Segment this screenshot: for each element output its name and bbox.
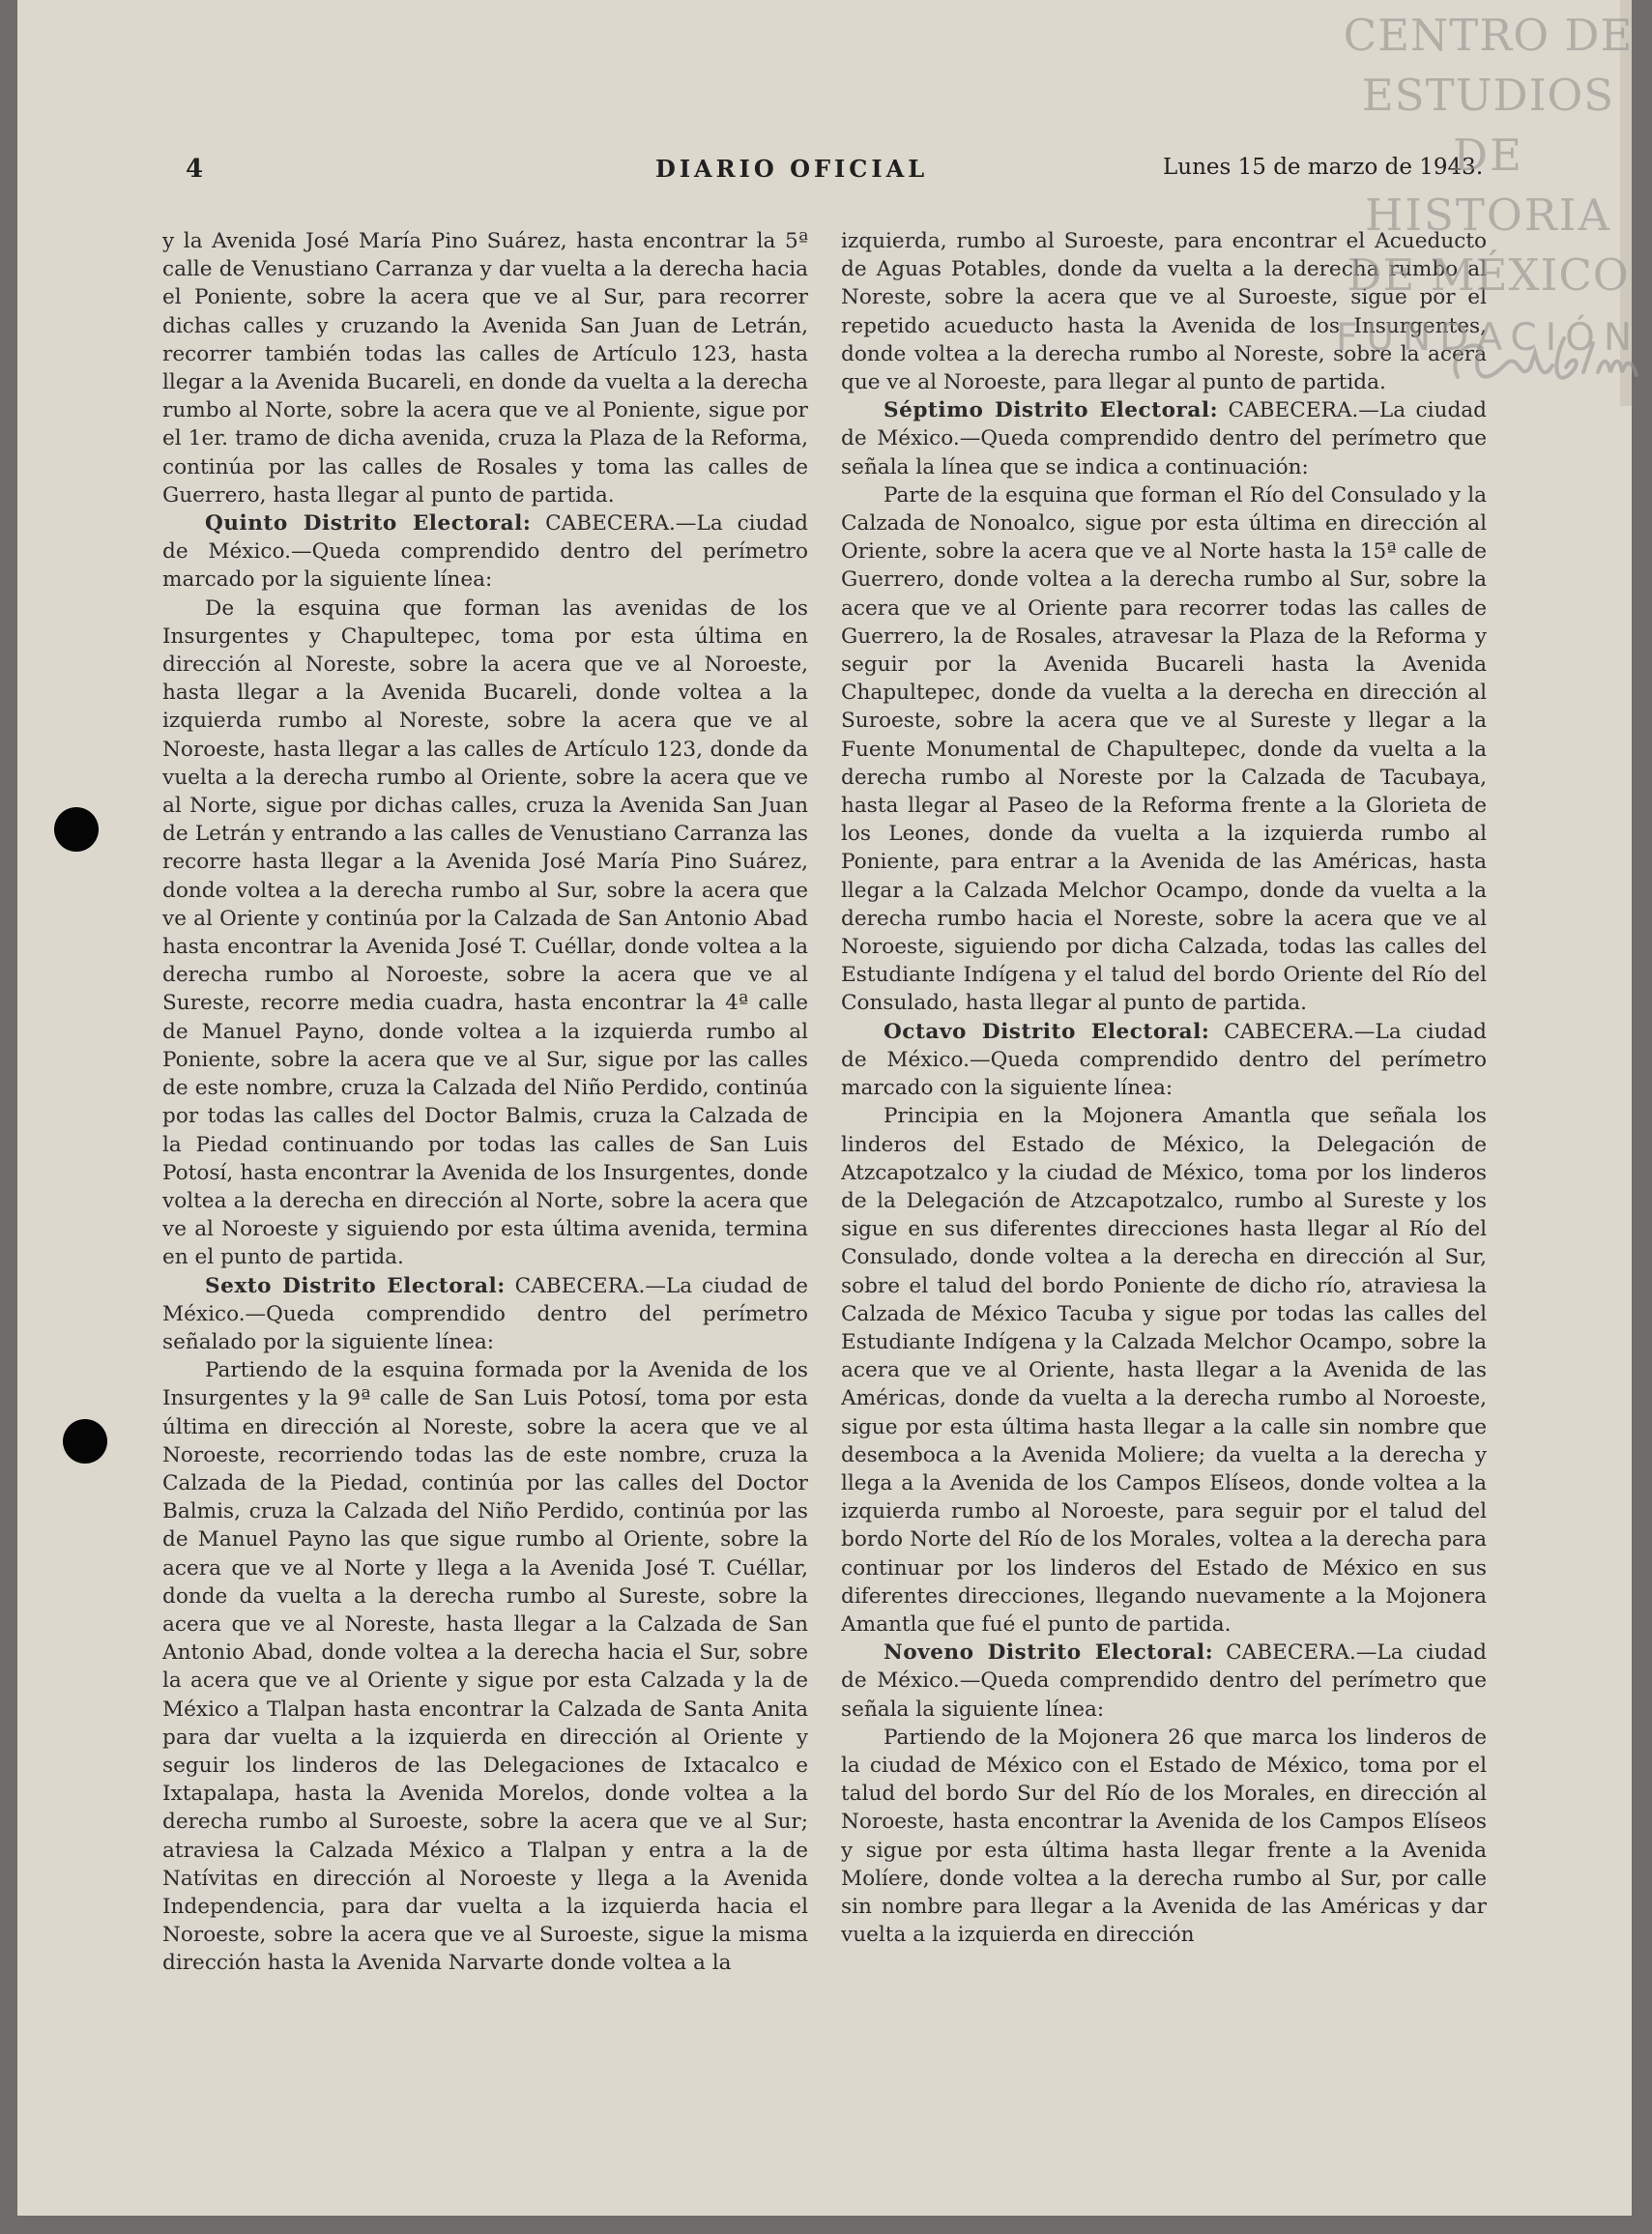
paragraph-text: Partiendo de la esquina formada por la Avenida de los Insurgentes y la 9ª calle de San Luis Potosí, toma por esta última en dirección al Noreste, sobre la acera que ve al Noroeste, recorriendo todas las de este nombre, cruza la Calzada de la Piedad, continúa por las calles del Doctor Balmis, cruza la Calzada del Niño Perdido, continúa por las de Manuel Payno las que sigue rumbo al Oriente, sobre la acera que ve al Norte y llega a la Avenida José T. Cuéllar, donde da vuelta a la derecha rumbo al Sureste, sobre la acera que ve al Noreste, hasta llegar a la Calzada de San Antonio Abad, donde voltea a la derecha hacia el Sur, sobre la acera que ve al Oriente y sigue por esta Calzada y la de México a Tlalpan hasta encontrar la Calzada de Santa Anita para dar vuelta a la izquierda en dirección al Oriente y seguir los linderos de las Delegaciones de Ixtacalco e Ixtapalapa, hasta la Avenida Morelos, donde voltea a la derecha rumbo al Suroeste, sobre la acera que ve al Sur; atraviesa la Calzada México a Tlalpan y entra a la de Natívitas en dirección al Noroeste y llega a la Avenida Independencia, para dar vuelta a la izquierda hacia el Noroeste, sobre la acera que ve al Suroeste, sigue la misma dirección hasta la Avenida Narvarte donde voltea a la	[162, 1358, 808, 1976]
watermark-line: DE HISTORIA	[1365, 130, 1611, 241]
district-text: CABECERA.—La ciudad de México.—Queda comprendido dentro del perímetro que señala la línea que se indica a continuación:	[841, 398, 1487, 479]
district-label: Séptimo Distrito Electoral:	[884, 398, 1219, 423]
paragraph	[162, 595, 808, 1272]
district-label: Octavo Distrito Electoral:	[884, 1019, 1210, 1044]
district-heading	[841, 1639, 1487, 1724]
district-text: CABECERA.—La ciudad de México.—Queda comprendido dentro del perímetro marcado por la siguiente línea:	[162, 511, 808, 593]
signature-mark	[1438, 319, 1649, 406]
paragraph-text: izquierda, rumbo al Suroeste, para encontrar el Acueducto de Aguas Potables, donde da vuelta a la derecha rumbo al Noreste, sobre la acera que ve al Suroeste, sigue por el repetido acueducto hasta la Avenida de los Insurgentes, donde voltea a la derecha rumbo al Noreste, sobre la acera que ve al Noroeste, para llegar al punto de partida.	[841, 229, 1487, 395]
district-heading	[162, 1272, 808, 1357]
district-text: CABECERA.—La ciudad de México.—Queda comprendido dentro del perímetro señalado por la siguiente línea:	[162, 1273, 808, 1354]
issue-date: Lunes 15 de marzo de 1943.	[1163, 155, 1484, 180]
punch-hole	[54, 807, 99, 852]
paragraph-text: y la Avenida José María Pino Suárez, hasta encontrar la 5ª calle de Venustiano Carranza y dar vuelta a la derecha hacia el Poniente, sobre la acera que ve al Sur, para recorrer dichas calles y cruzando la Avenida San Juan de Letrán, recorrer también todas las calles de Artículo 123, hasta llegar a la Avenida Bucareli, en donde da vuelta a la derecha rumbo al Norte, sobre la acera que ve al Poniente, sigue por el 1er. tramo de dicha avenida, cruza la Plaza de la Reforma, continúa por las calles de Rosales y toma las calles de Guerrero, hasta llegar al punto de partida.	[162, 229, 808, 508]
paragraph-text: Parte de la esquina que forman el Río del Consulado y la Calzada de Nonoalco, sigue por esta última en dirección al Oriente, sobre la acera que ve al Norte hasta la 15ª calle de Guerrero, donde voltea a la derecha rumbo al Sur, sobre la acera que ve al Oriente para recorrer todas las calles de Guerrero, la de Rosales, atravesar la Plaza de la Reforma y seguir por la Avenida Bucareli hasta la Avenida Chapultepec, donde da vuelta a la derecha en dirección al Suroeste, sobre la acera que ve al Sureste y llegar a la Fuente Monumental de Chapultepec, donde da vuelta a la derecha rumbo al Noreste por la Calzada de Tacubaya, hasta llegar al Paseo de la Reforma frente a la Glorieta de los Leones, donde da vuelta a la izquierda rumbo al Poniente, para entrar a la Avenida de las Américas, hasta llegar a la Calzada Melchor Ocampo, donde da vuelta a la derecha rumbo hacia el Noreste, sobre la acera que ve al Noroeste, siguiendo por dicha Calzada, todas las calles del Estudiante Indígena y el talud del bordo Oriente del Río del Consulado, hasta llegar al punto de partida.	[841, 482, 1487, 1016]
district-label: Quinto Distrito Electoral:	[205, 511, 532, 537]
paragraph	[841, 1724, 1487, 1950]
paragraph-text: Partiendo de la Mojonera 26 que marca los linderos de la ciudad de México con el Estado de México, toma por el talud del bordo Sur del Río de los Morales, en dirección al Noroeste, hasta encontrar la Avenida de los Campos Elíseos y sigue por esta última hasta llegar frente a la Avenida Molíere, donde voltea a la derecha rumbo al Sur, por calle sin nombre para llegar a la Avenida de las Américas y dar vuelta a la izquierda en dirección	[841, 1725, 1487, 1948]
paragraph	[162, 1356, 808, 1977]
left-column	[162, 227, 808, 2045]
watermark-line: ESTUDIOS	[1361, 70, 1615, 121]
archive-watermark	[1324, 0, 1652, 411]
watermark-line: CENTRO DE	[1343, 10, 1634, 61]
right-column	[841, 227, 1487, 2045]
district-heading	[841, 1018, 1487, 1103]
district-label: Noveno Distrito Electoral:	[884, 1640, 1214, 1666]
page-number: 4	[186, 155, 204, 184]
paragraph	[841, 481, 1487, 1018]
punch-hole	[63, 1419, 107, 1464]
watermark-line: DE MÉXICO	[1347, 249, 1630, 301]
paragraph-text: Principia en la Mojonera Amantla que señala los linderos del Estado de México, la Delegación de Atzcapotzalco y la ciudad de México, toma por los linderos de la Delegación de Atzcapotzalco, rumbo al Sureste y los sigue en sus diferentes direcciones hasta llegar al Río del Consulado, donde voltea a la derecha en dirección al Sur, sobre el talud del bordo Poniente de dicho río, atraviesa la Calzada de México Tacuba y sigue por todas las calles del Estudiante Indígena y la Calzada Melchor Ocampo, sobre la acera que ve al Oriente, hasta llegar a la Avenida de las Américas, donde da vuelta a la derecha rumbo al Noroeste, sigue por esta última hasta llegar a la calle sin nombre que desemboca a la Avenida Moliere; da vuelta a la derecha y llega a la Avenida de los Campos Elíseos, donde voltea a la izquierda rumbo al Noroeste, para seguir por el talud del bordo Norte del Río de los Morales, voltea a la derecha para continuar por los linderos del Estado de México en sus diferentes direcciones, llegando nuevamente a la Mojonera Amantla que fué el punto de partida.	[841, 1104, 1487, 1637]
district-text: CABECERA.—La ciudad de México.—Queda comprendido dentro del perímetro que señala la siguiente línea:	[841, 1640, 1487, 1722]
district-heading	[162, 509, 808, 595]
district-label: Sexto Distrito Electoral:	[205, 1273, 506, 1298]
watermark-foundation: FUNDACIÓN	[1335, 316, 1641, 360]
district-text: CABECERA.—La ciudad de México.—Queda comprendido dentro del perímetro marcado con la siguiente línea:	[841, 1019, 1487, 1101]
paragraph-text: De la esquina que forman las avenidas de los Insurgentes y Chapultepec, toma por esta última en dirección al Noreste, sobre la acera que ve al Noroeste, hasta llegar a la Avenida Bucareli, donde voltea a la izquierda rumbo al Noreste, sobre la acera que ve al Noroeste, hasta llegar a las calles de Artículo 123, donde da vuelta a la derecha rumbo al Oriente, sobre la acera que ve al Norte, sigue por dichas calles, cruza la Avenida San Juan de Letrán y entrando a las calles de Venustiano Carranza las recorre hasta llegar a la Avenida José María Pino Suárez, donde voltea a la derecha rumbo al Sur, sobre la acera que ve al Oriente y continúa por la Calzada de San Antonio Abad hasta encontrar la Avenida José T. Cuéllar, donde voltea a la derecha rumbo al Noroeste, sobre la acera que ve al Sureste, recorre media cuadra, hasta encontrar la 4ª calle de Manuel Payno, donde voltea a la izquierda rumbo al Poniente, sobre la acera que ve al Sur, sigue por las calles de este nombre, cruza la Calzada del Niño Perdido, continúa por todas las calles del Doctor Balmis, cruza la Calzada de la Piedad continuando por todas las calles de San Luis Potosí, hasta encontrar la Avenida de los Insurgentes, donde voltea a la derecha en dirección al Norte, sobre la acera que ve al Noroeste y siguiendo por esta última avenida, termina en el punto de partida.	[162, 595, 808, 1270]
paragraph	[841, 1102, 1487, 1639]
paragraph	[162, 227, 808, 509]
publication-title: DIARIO OFICIAL	[655, 155, 929, 183]
